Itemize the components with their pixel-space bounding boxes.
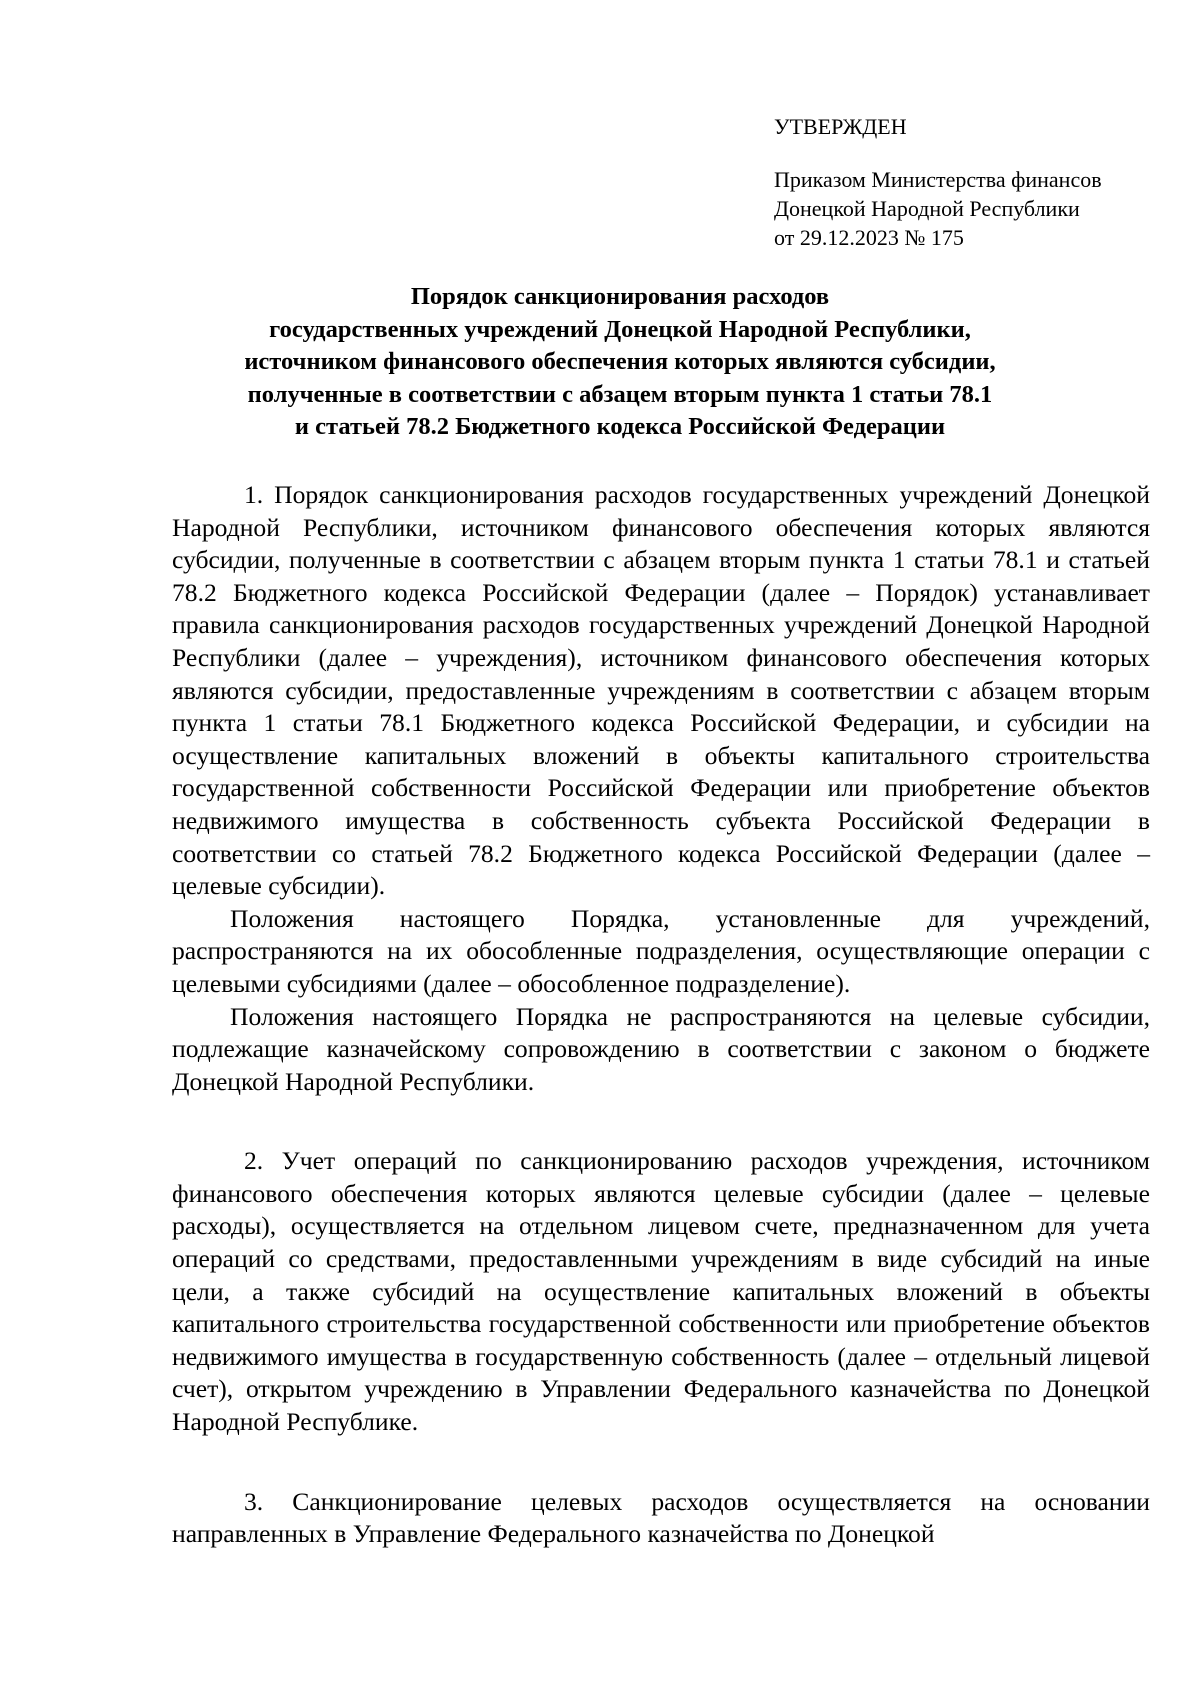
paragraph-3: 3. Санкционирование целевых расходов осуществляется на основании направленных в Управление Федерального казначейства по Донецкой — [172, 1486, 1150, 1549]
title-line-1: Порядок санкционирования расходов — [410, 283, 830, 310]
paragraph-1-subsection-departments: Положения настоящего Порядка, установленные для учреждений, распространяются на их обособленные подразделения, осуществляющие операции с целевыми субсидиями (далее – обособленное подразделение). — [172, 903, 1150, 998]
document-title — [160, 281, 1080, 444]
approval-stamp — [774, 112, 1174, 252]
paragraph-1: 1. Порядок санкционирования расходов государственных учреждений Донецкой Народной Республики, источником финансового обеспечения которых являются субсидии, полученные в соответствии с абзацем вторым пункта 1 статьи 78.1 и статьей 78.2 Бюджетного кодекса Российской Федерации (далее – Порядок) устанавливает правила санкционирования расходов государственных учреждений Донецкой Народной Республики (далее – учреждения), источником финансового обеспечения которых являются субсидии, предоставленные учреждениям в соответствии с абзацем вторым пункта 1 статьи 78.1 Бюджетного кодекса Российской Федерации, и субсидии на осуществление капитальных вложений в объекты капитального строительства государственной собственности Российской Федерации или приобретение объектов недвижимого имущества в собственность субъекта Российской Федерации в соответствии со статьей 78.2 Бюджетного кодекса Российской Федерации (далее – целевые субсидии). — [172, 480, 1150, 901]
approval-organization: Донецкой Народной Республики — [774, 196, 1080, 221]
paragraph-2: 2. Учет операций по санкционированию расходов учреждения, источником финансового обеспечения которых являются целевые субсидии (далее – целевые расходы), осуществляется на отдельном лицевом счете, предназначенном для учета операций со средствами, предоставленными учреждениям в виде субсидий на иные цели, а также субсидий на осуществление капитальных вложений в объекты капитального строительства государственной собственности или приобретение объектов недвижимого имущества в государственную собственность (далее – отдельный лицевой счет), открытом учреждению в Управлении Федерального казначейства по Донецкой Народной Республике. — [172, 1146, 1150, 1437]
paragraph-1-subsection-exclusion: Положения настоящего Порядка не распространяются на целевые субсидии, подлежащие казначейскому сопровождению в соответствии с законом о бюджете Донецкой Народной Республики. — [172, 1001, 1150, 1096]
title-line-3: источником финансового обеспечения которых являются субсидии, — [244, 348, 996, 375]
document-body — [172, 479, 1150, 1551]
approval-title: УТВЕРЖДЕН — [774, 114, 907, 139]
approval-issuer: Приказом Министерства финансов — [774, 167, 1102, 192]
title-line-2: государственных учреждений Донецкой Народной Республики, — [269, 315, 971, 343]
title-line-4: полученные в соответствии с абзацем вторым пункта 1 статьи 78.1 — [247, 380, 993, 408]
approval-date-number: от 29.12.2023 № 175 — [774, 225, 964, 250]
title-line-5: и статьей 78.2 Бюджетного кодекса Российской Федерации — [294, 413, 946, 440]
